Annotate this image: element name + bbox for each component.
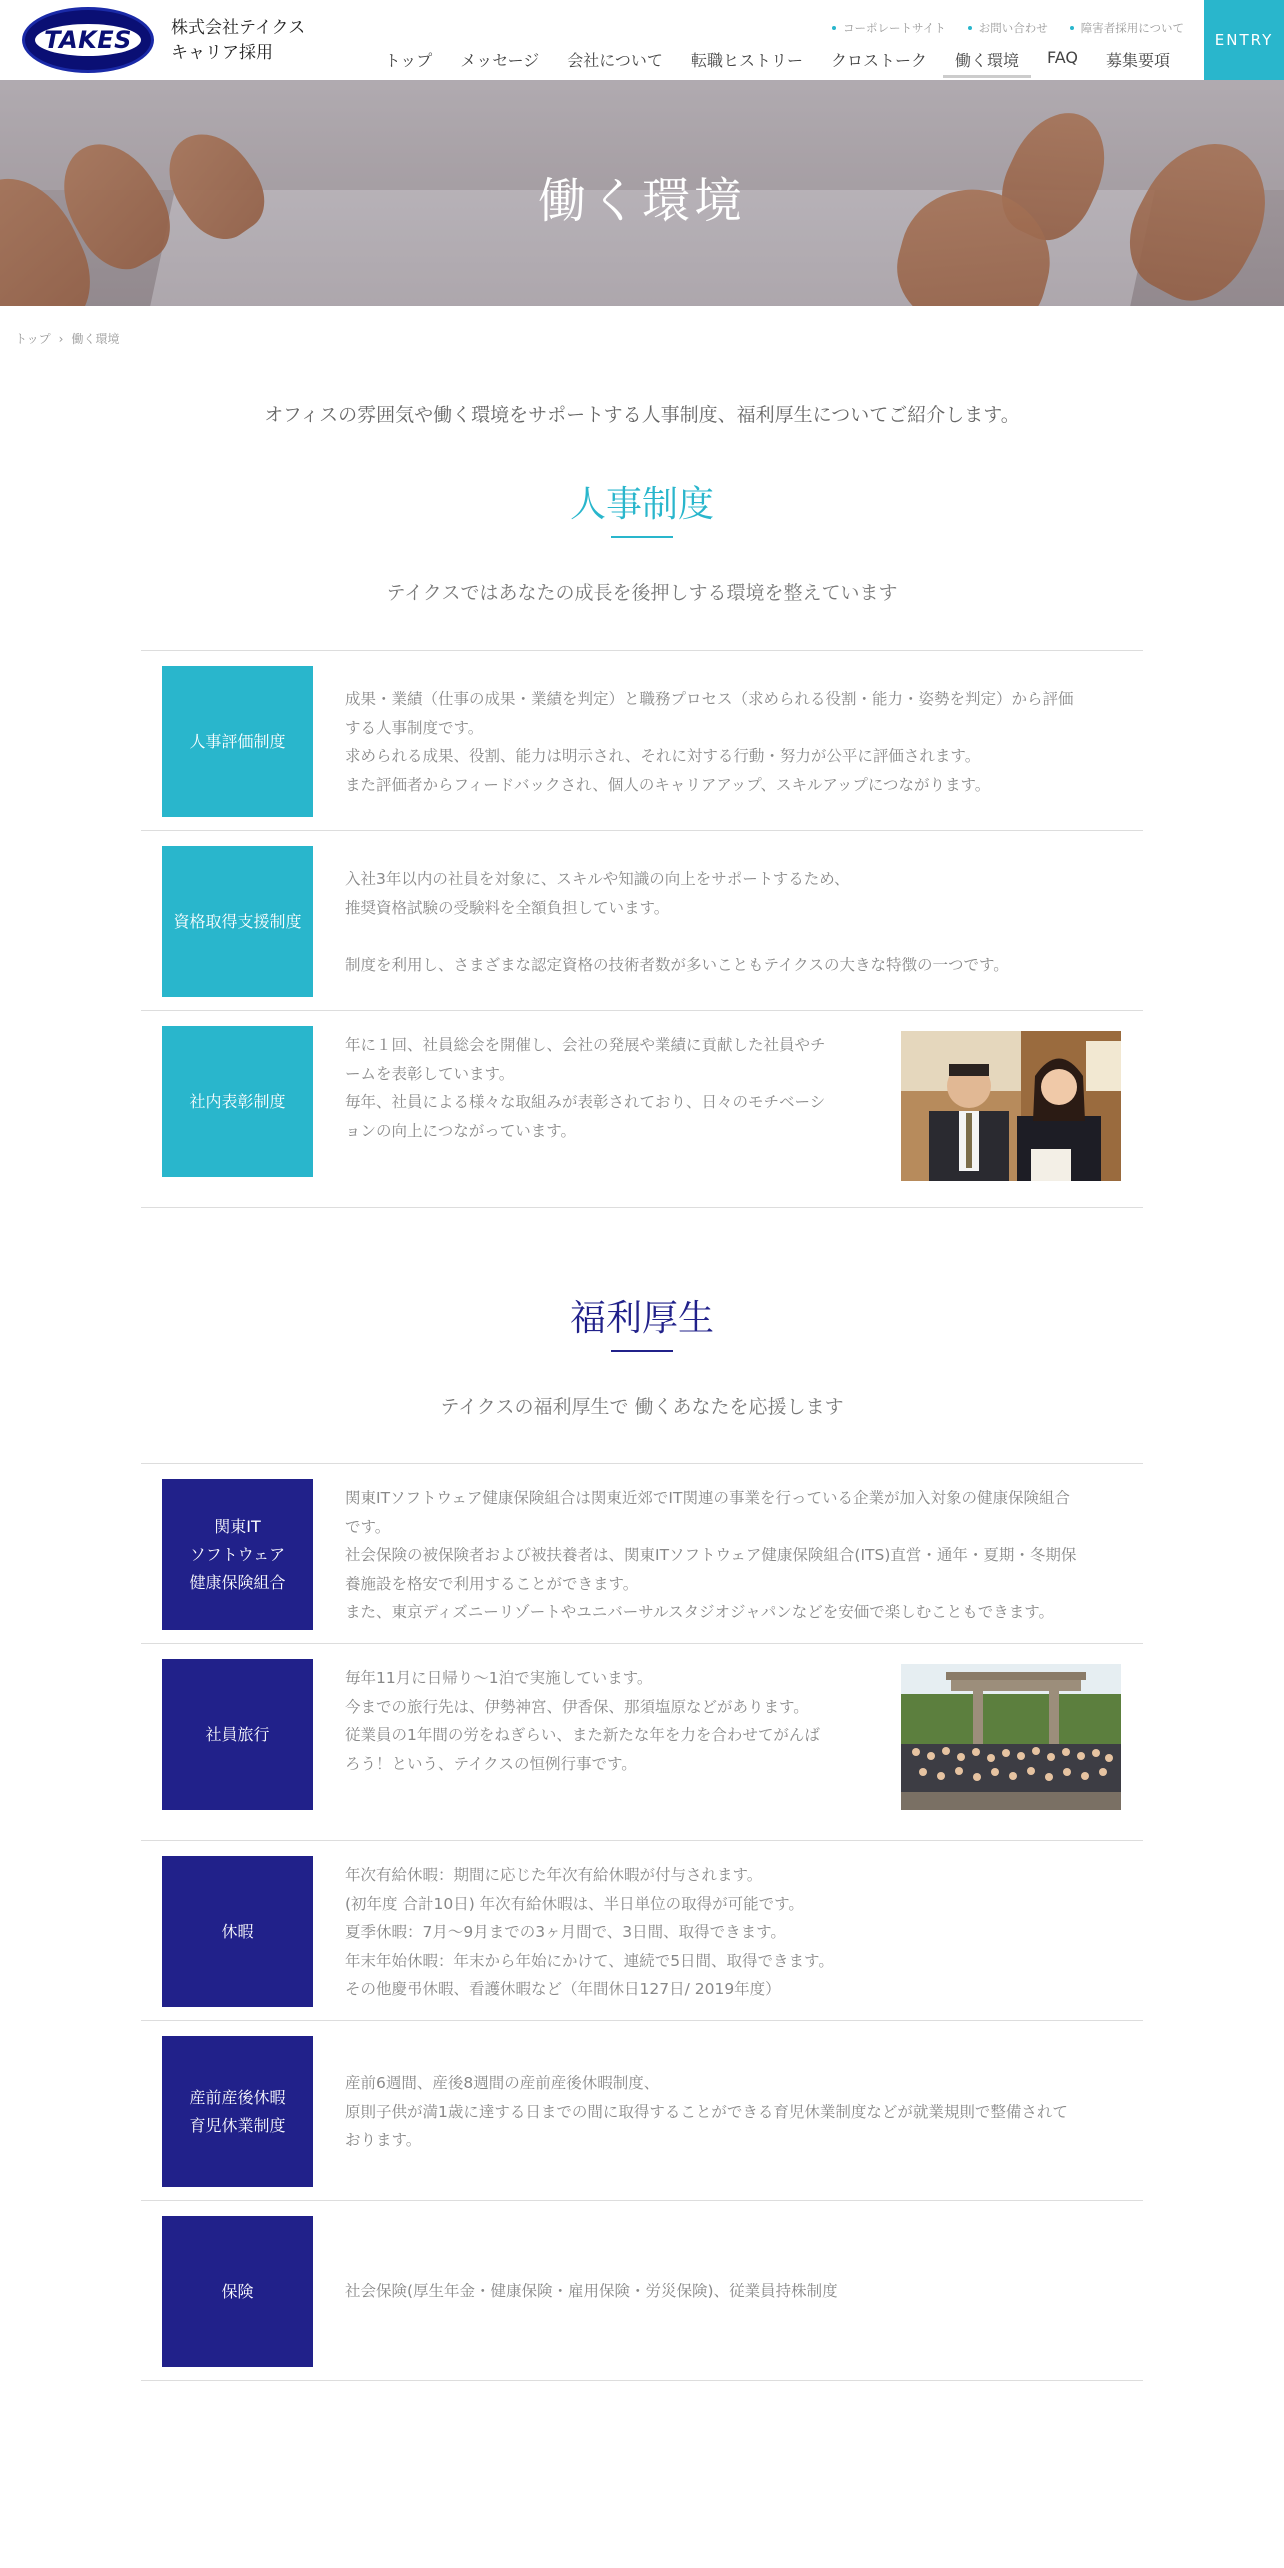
hr-item-label: 資格取得支援制度 [162,846,313,997]
welfare-section-title: 福利厚生 [569,1298,714,1339]
welfare-item [141,2200,1143,2381]
main-nav [371,48,1184,78]
contact-link[interactable]: お問い合わせ [968,20,1048,36]
hr-section-title: 人事制度 [569,484,714,525]
hr-title-rule [611,536,673,538]
nav-faq[interactable]: FAQ [1046,48,1078,67]
bullet-icon [968,26,972,30]
disability-hiring-link[interactable]: 障害者採用について [1070,20,1184,36]
hr-item [141,1010,1143,1208]
group-trip-photo [901,1664,1121,1810]
breadcrumb-home[interactable]: トップ [15,332,51,346]
nav-career-history[interactable]: 転職ヒストリー [690,51,803,70]
hr-section-subtitle: テイクスではあなたの成長を後押しする環境を整えています [386,582,898,604]
welfare-item-label: 休暇 [162,1856,313,2007]
bullet-icon [832,26,836,30]
nav-top[interactable]: トップ [384,51,433,70]
welfare-item-text: 産前6週間、産後8週間の産前産後休暇制度、 原則子供が満1歳に達する日までの間に取得することができる育児休業制度などが就業規則で整備されて おります。 [345,2074,1068,2149]
welfare-item-label: 関東IT ソフトウェア 健康保険組合 [162,1479,313,1630]
hr-item [141,650,1143,830]
intro-text: オフィスの雰囲気や働く環境をサポートする人事制度、福利厚生についてご紹介します。 [264,404,1020,426]
welfare-item [141,1463,1143,1643]
bullet-icon [1070,26,1074,30]
welfare-item-text: 毎年11月に日帰り～1泊で実施しています。 今までの旅行先は、伊勢神宮、伊香保、那須塩原などがあります。 従業員の1年間の労をねぎらい、また新たな年を力を合わせてがんば ろう！という、テイクスの恒例行事です。 [345,1669,820,1773]
hr-item [141,830,1143,1010]
page-title: 働く環境 [537,173,746,229]
welfare-item-label: 保険 [162,2216,313,2367]
welfare-item [141,1840,1143,2020]
breadcrumb-current: 働く環境 [71,332,120,346]
welfare-list [141,1463,1143,2381]
entry-button[interactable]: ENTRY [1204,0,1284,80]
hr-list [141,650,1143,1208]
corporate-site-link[interactable]: コーポレートサイト [832,20,946,36]
welfare-item-label: 産前産後休暇 育児休業制度 [162,2036,313,2187]
hero-banner [0,80,1284,306]
hr-item-text: 入社3年以内の社員を対象に、スキルや知識の向上をサポートするため、 推奨資格試験の受験料を全額負担しています。 制度を利用し、さまざまな認定資格の技術者数が多いこともテイクスの大きな特徴の一つです。 [345,870,1009,974]
breadcrumb-separator-icon: › [58,331,64,346]
logo-text: TAKES [44,26,132,54]
company-line-2: キャリア採用 [171,43,273,63]
company-name [171,16,305,66]
welfare-item-text: 社会保険(厚生年金・健康保険・雇用保険・労災保険)、従業員持株制度 [345,2282,838,2300]
takes-logo[interactable] [22,7,154,73]
logo-inner [35,24,141,56]
welfare-item-text: 年次有給休暇：期間に応じた年次有給休暇が付与されます。 (初年度 合計10日) 年次有給休暇は、半日単位の取得が可能です。 夏季休暇：7月～9月までの3ヶ月間で、3日間、取得できます。 年末年始休暇：年末から年始にかけて、連続で5日間、取得できます。 その他慶弔休暇、看護休暇など（年間休日127日/ 2019年度） [345,1866,834,1998]
award-photo [901,1031,1121,1181]
welfare-section-subtitle: テイクスの福利厚生で 働くあなたを応援します [440,1396,844,1418]
nav-about[interactable]: 会社について [567,51,663,70]
hr-item-text: 年に１回、社員総会を開催し、会社の発展や業績に貢献した社員やチ ームを表彰しています。 毎年、社員による様々な取組みが表彰されており、日々のモチベーシ ョンの向上につながっています。 [345,1036,826,1140]
utility-nav [832,20,1184,36]
nav-work-environment[interactable]: 働く環境 [941,48,1033,78]
breadcrumb [15,330,119,347]
welfare-item [141,2020,1143,2200]
company-line-1: 株式会社テイクス [171,18,306,38]
welfare-item [141,1643,1143,1840]
nav-message[interactable]: メッセージ [460,51,540,70]
nav-recruitment[interactable]: 募集要項 [1105,51,1170,70]
welfare-title-rule [611,1350,673,1352]
site-header [0,0,1284,80]
hr-item-text: 成果・業績（仕事の成果・業績を判定）と職務プロセス（求められる役割・能力・姿勢を判定）から評価 する人事制度です。 求められる成果、役割、能力は明示され、それに対する行動・努力が公平に評価されます。 また評価者からフィードバックされ、個人のキャリアアップ、スキルアップにつながります。 [345,690,1074,794]
welfare-item-text: 関東ITソフトウェア健康保険組合は関東近郊でIT関連の事業を行っている企業が加入対象の健康保険組合 です。 社会保険の被保険者および被扶養者は、関東ITソフトウェア健康保険組合(ITS)直営・通年・夏期・冬期保 養施設を格安で利用することができます。 また、東京ディズニーリゾートやユニバーサルスタジオジャパンなどを安価で楽しむこともできます。 [345,1489,1077,1621]
hr-item-label: 人事評価制度 [162,666,313,817]
hr-item-label: 社内表彰制度 [162,1026,313,1177]
welfare-item-label: 社員旅行 [162,1659,313,1810]
nav-cross-talk[interactable]: クロストーク [830,51,927,70]
